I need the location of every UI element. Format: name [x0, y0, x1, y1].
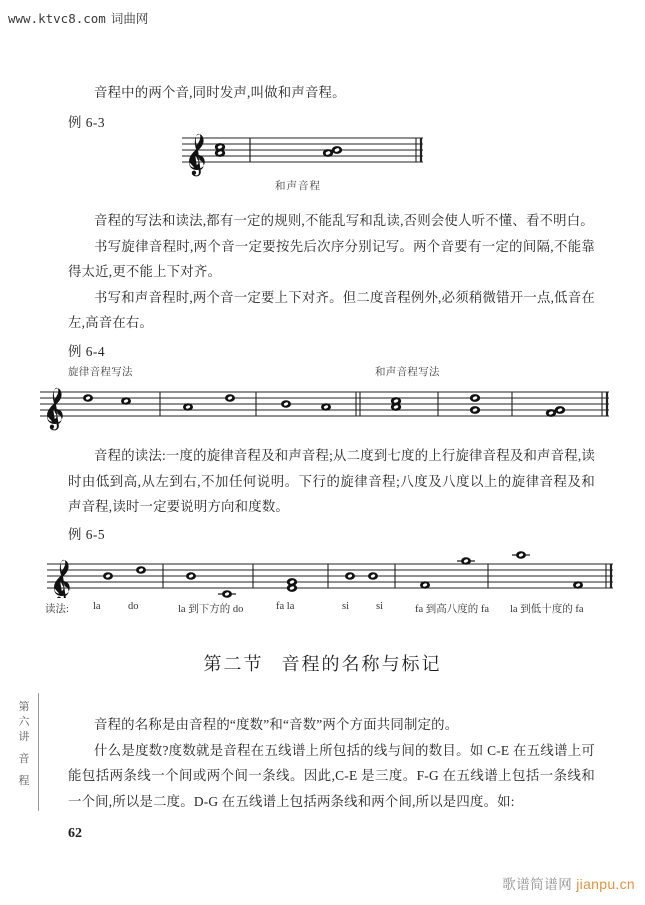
side-tab-chapter [16, 700, 32, 789]
side-tab-char-4: 音 [18, 753, 30, 765]
reading-item-6: si [376, 601, 384, 612]
reading-item-1: la [93, 601, 101, 612]
reading-item-5: si [342, 601, 350, 612]
section-number: 第二节 [203, 654, 264, 674]
example-6-3-label: 例 6-3 [68, 115, 106, 130]
example-6-4-staff [38, 382, 611, 432]
melodic-interval-notes [183, 394, 235, 411]
reading-item-3: la 到下方的 do [178, 604, 244, 615]
harmonic-interval-second-offset [323, 146, 342, 157]
treble-clef-icon [54, 560, 70, 598]
paragraph-block-reading-rules [68, 443, 595, 520]
paragraph-melodic-writing: 书写旋律音程时,两个音一定要按先后次序分别记写。两个音要有一定的间隔,不能靠得太近,更不能上下对齐。 [68, 238, 595, 279]
paragraph-reading-rules: 音程的读法:一度的旋律音程及和声音程;从二度到七度的上行旋律音程及和声音程,读时由低到高,从左到右,不加任何说明。下行的旋律音程;八度及八度以上的旋律音程及和声音程,读时一定要说明方向和度数。 [68, 448, 595, 514]
treble-clef-icon [189, 134, 205, 177]
paragraph-1-block [68, 80, 578, 106]
side-tab-char-3: 讲 [18, 731, 30, 743]
watermark-url: www.ktvc8.com [8, 11, 106, 26]
paragraph-harmonic-interval-def: 音程中的两个音,同时发声,叫做和声音程。 [94, 85, 346, 100]
example-6-5-label: 例 6-5 [68, 527, 106, 542]
melodic-interval-notes [83, 394, 131, 405]
paragraph-block-interval-names [68, 712, 595, 814]
bottom-watermark [502, 873, 635, 893]
side-tab-rule [38, 693, 39, 811]
harmonic-interval-stacked [287, 578, 297, 592]
melodic-interval-notes [103, 566, 146, 580]
reading-item-8: la 到低十度的 fa [510, 604, 584, 615]
example-6-5-staff [45, 538, 615, 598]
harmonic-interval-second-offset [546, 406, 565, 417]
section-heading [0, 650, 645, 676]
side-tab-char-2: 六 [18, 716, 30, 728]
treble-clef-icon [47, 388, 63, 431]
example-6-4-left-label: 旋律音程写法 [68, 367, 133, 378]
watermark-site-name-cn: 歌谱简谱网 [502, 877, 573, 892]
reading-item-4: fa la [276, 601, 295, 612]
watermark-site-name: 词曲网 [110, 12, 149, 26]
reading-prefix: 读法: [45, 604, 69, 615]
example-6-3-caption: 和声音程 [275, 181, 321, 192]
paragraph-harmonic-writing: 书写和声音程时,两个音一定要上下对齐。但二度音程例外,必须稍微错开一点,低音在左,高音在右。 [68, 289, 595, 330]
paragraph-interval-name-def: 音程的名称是由音程的“度数”和“音数”两个方面共同制定的。 [94, 717, 459, 732]
top-watermark [8, 9, 148, 27]
paragraph-degree-explanation: 什么是度数?度数就是音程在五线谱上所包括的线与间的数目。如 C-E 在五线谱上可能包括两条线一个间或两个间一条线。因此,C-E 是三度。F-G 在五线谱上包括一条线和一个间,所以是二度。D-G 在五线谱上包括两条线和两个间,所以是四度。如: [68, 742, 595, 809]
reading-item-7: fa 到高八度的 fa [415, 604, 490, 615]
example-6-4-right-label: 和声音程写法 [375, 367, 440, 378]
paragraph-block-writing-rules [68, 208, 595, 336]
melodic-interval-notes [281, 400, 331, 411]
paragraph-writing-rules: 音程的写法和读法,都有一定的规则,不能乱写和乱读,否则会使人听不懂、看不明白。 [94, 213, 594, 228]
example-6-5-reading-row [45, 601, 615, 617]
example-6-4-label: 例 6-4 [68, 344, 106, 359]
watermark-domain: jianpu.cn [576, 876, 635, 892]
page-number: 62 [68, 826, 82, 841]
reading-item-2: do [128, 601, 139, 612]
example-6-3-staff [180, 130, 425, 178]
melodic-interval-notes [420, 557, 475, 589]
side-tab-char-5: 程 [18, 775, 30, 787]
side-tab-char-1: 第 [18, 701, 30, 713]
section-title: 音程的名称与标记 [281, 654, 442, 674]
